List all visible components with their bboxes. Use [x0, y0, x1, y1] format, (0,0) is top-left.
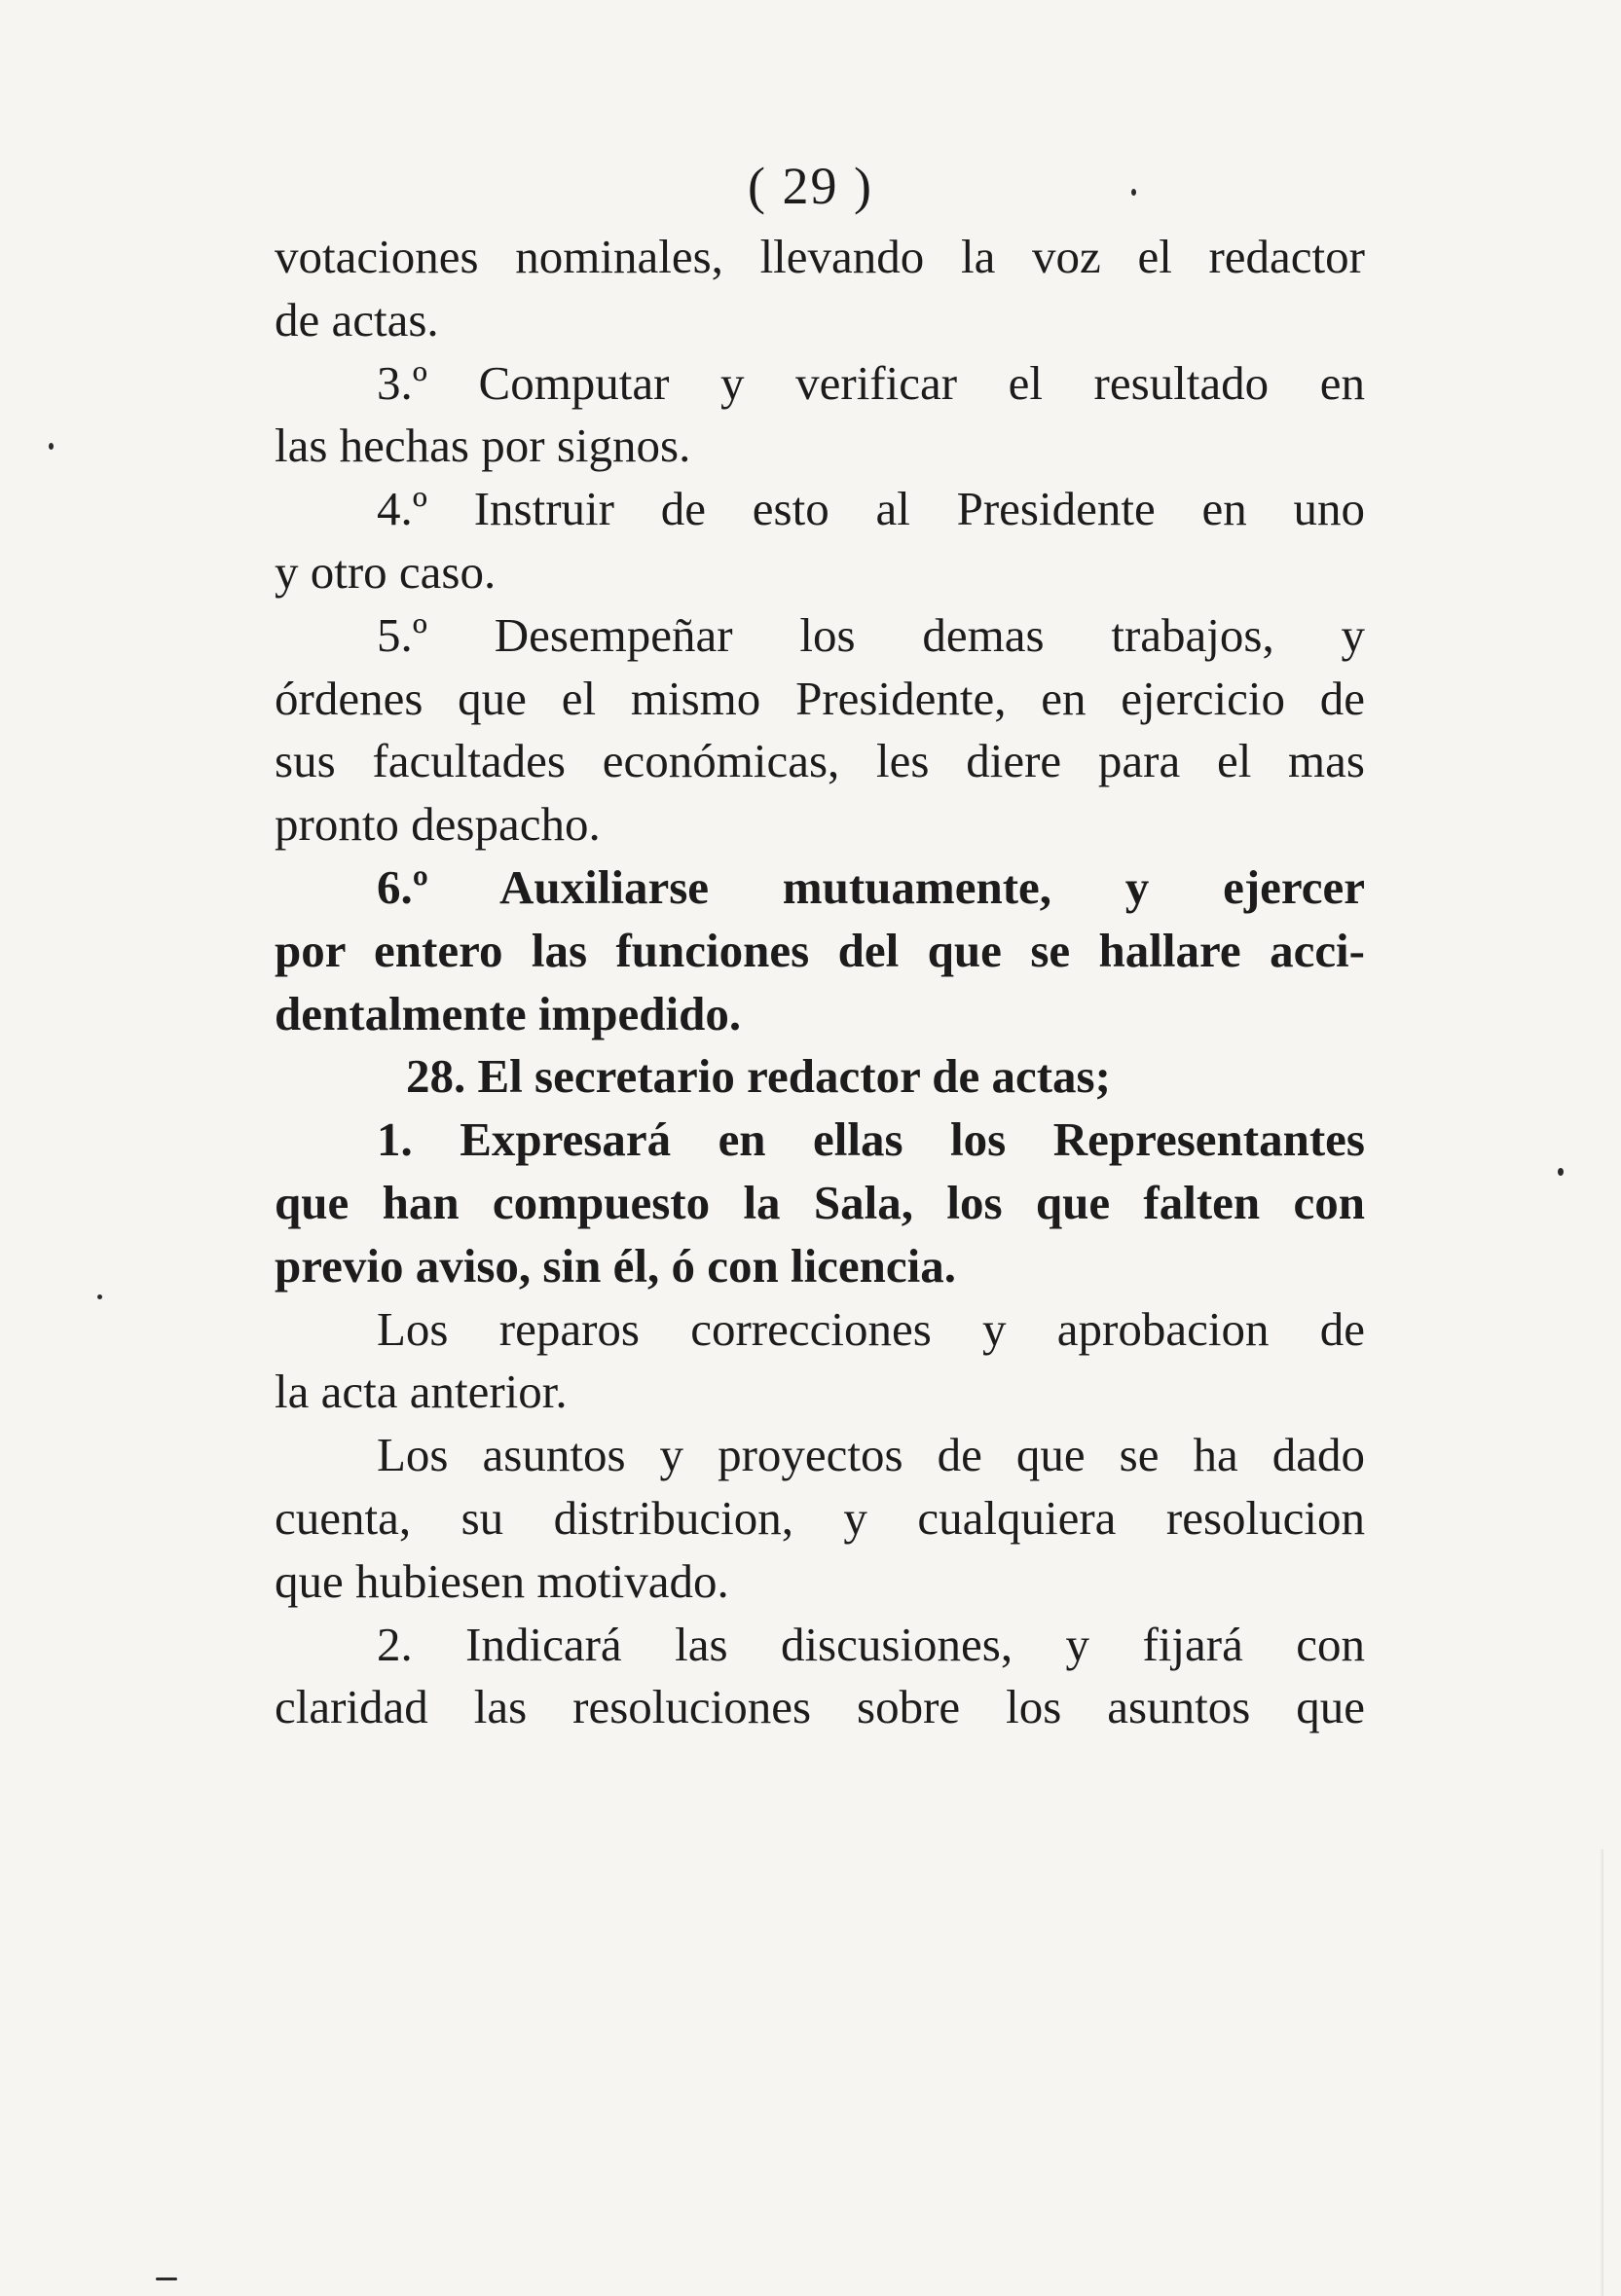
text-line: 4.º Instruir de esto al Presidente en uno: [377, 482, 1365, 536]
text-line: cuenta, su distribucion, y cualquiera resolucion: [275, 1490, 1365, 1545]
text-line: votaciones nominales, llevando la voz el redactor: [275, 230, 1365, 283]
ink-speck: [97, 1294, 102, 1299]
section-heading: 28. El secretario redactor de actas;: [406, 1049, 1111, 1104]
text-line: y otro caso.: [275, 544, 497, 599]
text-line: 5.º Desempeñar los demas trabajos, y: [377, 607, 1365, 662]
text-line: sus facultades económicas, les diere para el mas: [275, 734, 1365, 788]
text-line: que han compuesto la Sala, los que falten con: [275, 1175, 1365, 1229]
text-line: que hubiesen motivado.: [275, 1553, 729, 1608]
text-line: pronto despacho.: [275, 797, 601, 852]
text-line: dentalmente impedido.: [275, 986, 742, 1040]
text-line: de actas.: [275, 292, 439, 346]
ink-speck: [49, 443, 54, 450]
text-line: 3.º Computar y verificar el resultado en: [377, 355, 1365, 410]
text-line: por entero las funciones del que se hallare acci-: [275, 923, 1365, 977]
text-line: previo aviso, sin él, ó con licencia.: [275, 1238, 957, 1293]
ink-speck: [1558, 1168, 1564, 1176]
text-line: las hechas por signos.: [275, 419, 691, 473]
page-edge-shadow: [1600, 1849, 1603, 2296]
ink-speck: [156, 2278, 177, 2280]
text-line: 2. Indicará las discusiones, y fijará con: [377, 1617, 1365, 1671]
ink-speck: [1131, 189, 1136, 196]
text-line: 6.º Auxiliarse mutuamente, y ejercer: [377, 859, 1365, 914]
page-number: ( 29 ): [748, 157, 873, 215]
text-line: Los reparos correcciones y aprobacion de: [377, 1301, 1365, 1356]
text-line: la acta anterior.: [275, 1365, 568, 1419]
text-line: órdenes que el mismo Presidente, en ejercicio de: [275, 671, 1365, 725]
body-text: [275, 226, 1365, 1739]
text-line: Los asuntos y proyectos de que se ha dado: [377, 1428, 1365, 1482]
text-line: 1. Expresará en ellas los Representantes: [377, 1112, 1365, 1167]
text-line: claridad las resoluciones sobre los asuntos que: [275, 1680, 1365, 1734]
